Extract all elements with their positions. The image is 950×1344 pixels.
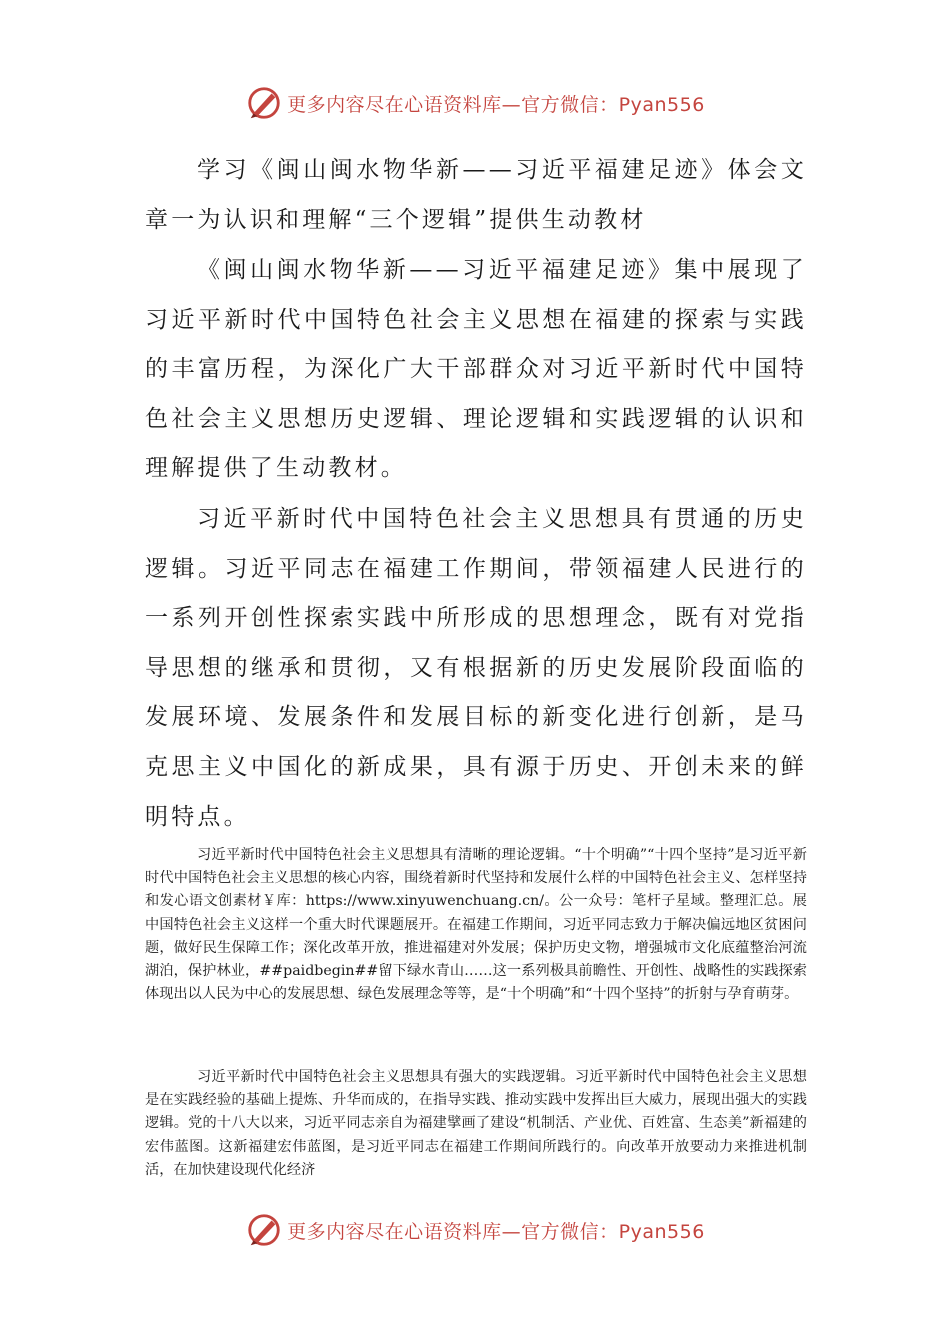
header-banner	[0, 80, 950, 126]
pen-logo-icon	[245, 84, 283, 122]
pen-logo-icon	[245, 1211, 283, 1249]
footer-banner-text: 更多内容尽在心语资料库—官方微信：Pyan556	[287, 1220, 705, 1243]
paragraph-3: 习近平新时代中国特色社会主义思想具有清晰的理论逻辑。“十个明确”“十四个坚持”是习近平新时代中国特色社会主义思想的核心内容，围绕着新时代坚持和发展什么样的中国特色社会主义、怎样坚持和发心语文创素材￥库：https://www.xinyuwenchuang.cn/。公一众号：笔杆子星域。整理汇总。展中国特色社会主义这样一个重大时代课题展开。在福建工作期间，习近平同志致力于解决偏远地区贫困问题，做好民生保障工作；深化改革开放，推进福建对外发展；保护历史文物，增强城市文化底蕴整治河流湖泊，保护林业，##paidbegin##留下绿水青山……这一系列极具前瞻性、开创性、战略性的实践探索体现出以人民为中心的发展思想、绿色发展理念等等，是“十个明确”和“十四个坚持”的折射与孕育萌芽。	[145, 847, 807, 1003]
header-banner-text: 更多内容尽在心语资料库—官方微信：Pyan556	[287, 93, 705, 116]
document-title: 学习《闽山闽水物华新——习近平福建足迹》体会文章一为认识和理解“三个逻辑”提供生动教材	[145, 157, 807, 233]
paragraph-4: 习近平新时代中国特色社会主义思想具有强大的实践逻辑。习近平新时代中国特色社会主义思想是在实践经验的基础上提炼、升华而成的，在指导实践、推动实践中发挥出巨大威力，展现出强大的实践逻辑。党的十八大以来，习近平同志亲自为福建擘画了建设“机制活、产业优、百姓富、生态美”新福建的宏伟蓝图。这新福建宏伟蓝图，是习近平同志在福建工作期间所践行的。向改革开放要动力来推进机制活，在加快建设现代化经济	[145, 1069, 807, 1178]
paragraph-1: 《闽山闽水物华新——习近平福建足迹》集中展现了习近平新时代中国特色社会主义思想在福建的探索与实践的丰富历程，为深化广大干部群众对习近平新时代中国特色社会主义思想历史逻辑、理论逻辑和实践逻辑的认识和理解提供了生动教材。	[145, 257, 807, 482]
footer-banner	[0, 1207, 950, 1253]
paragraph-2: 习近平新时代中国特色社会主义思想具有贯通的历史逻辑。习近平同志在福建工作期间，带领福建人民进行的一系列开创性探索实践中所形成的思想理念，既有对党指导思想的继承和贯彻，又有根据新的历史发展阶段面临的发展环境、发展条件和发展目标的新变化进行创新，是马克思主义中国化的新成果，具有源于历史、开创未来的鲜明特点。	[145, 506, 807, 830]
